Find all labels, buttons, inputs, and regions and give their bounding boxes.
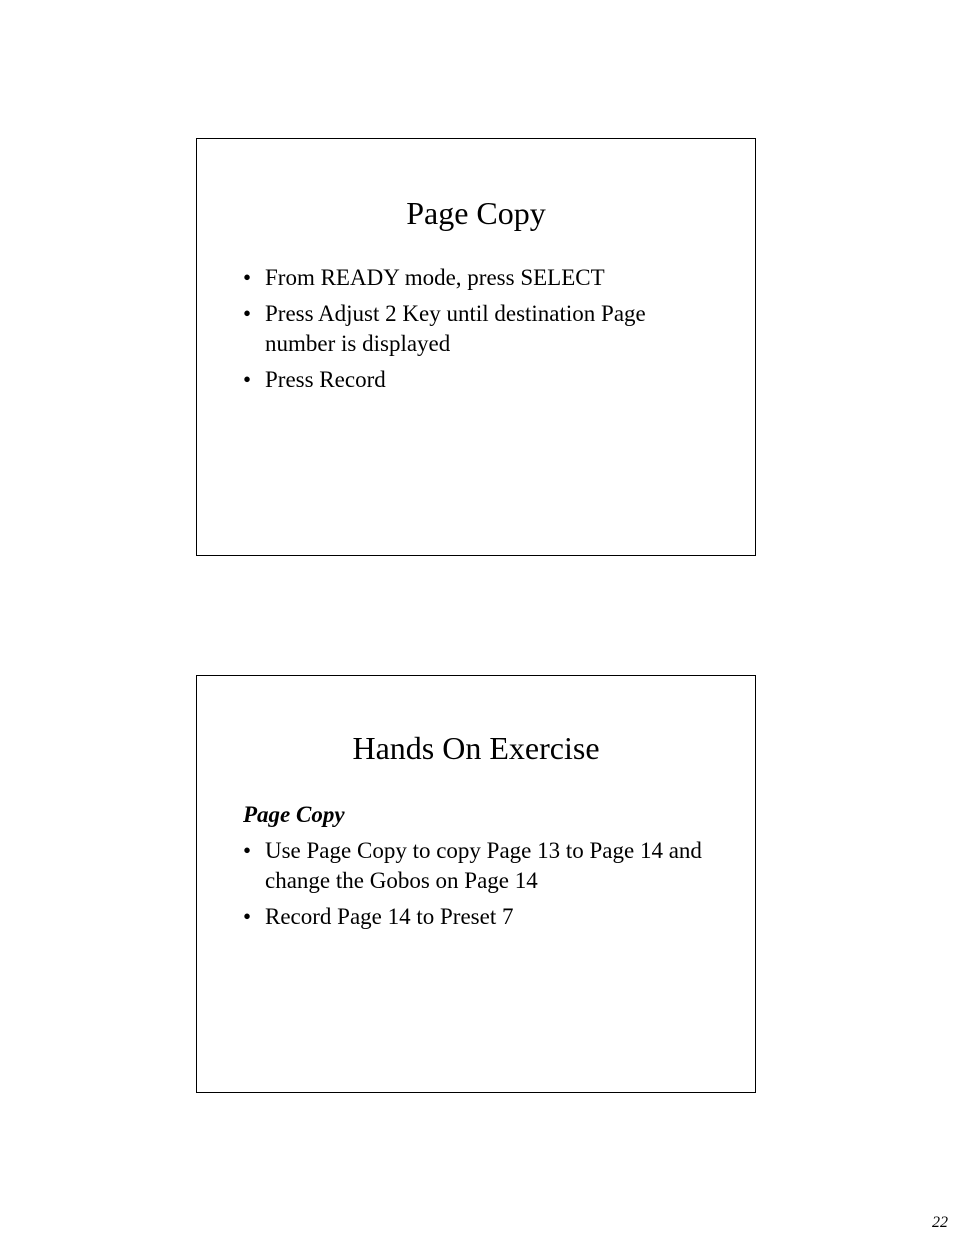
slide-hands-on-exercise — [196, 675, 756, 1093]
bullet-item — [243, 263, 715, 293]
bullet-item — [243, 365, 715, 395]
bullet-icon: • — [243, 301, 252, 326]
bullet-text: Record Page 14 to Preset 7 — [265, 904, 514, 929]
bullet-icon: • — [243, 367, 252, 392]
slide-page-copy — [196, 138, 756, 556]
bullet-icon: • — [243, 265, 252, 290]
bullet-list — [243, 263, 715, 395]
bullet-icon: • — [243, 904, 252, 929]
slide-body — [243, 263, 715, 401]
bullet-text: Press Record — [265, 367, 386, 392]
slide-title: Page Copy — [406, 195, 546, 231]
page-number: 22 — [932, 1214, 948, 1231]
bullet-item — [243, 836, 715, 896]
bullet-item — [243, 299, 715, 359]
slide-title: Hands On Exercise — [352, 730, 600, 766]
bullet-item — [243, 902, 715, 932]
bullet-list — [243, 836, 715, 932]
slide-subheading: Page Copy — [243, 802, 345, 827]
bullet-text: From READY mode, press SELECT — [265, 265, 605, 290]
bullet-icon: • — [243, 838, 252, 863]
slide-body — [243, 800, 715, 938]
bullet-text: Use Page Copy to copy Page 13 to Page 14 and change the Gobos on Page 14 — [265, 838, 702, 893]
bullet-text: Press Adjust 2 Key until destination Page number is displayed — [265, 301, 646, 356]
